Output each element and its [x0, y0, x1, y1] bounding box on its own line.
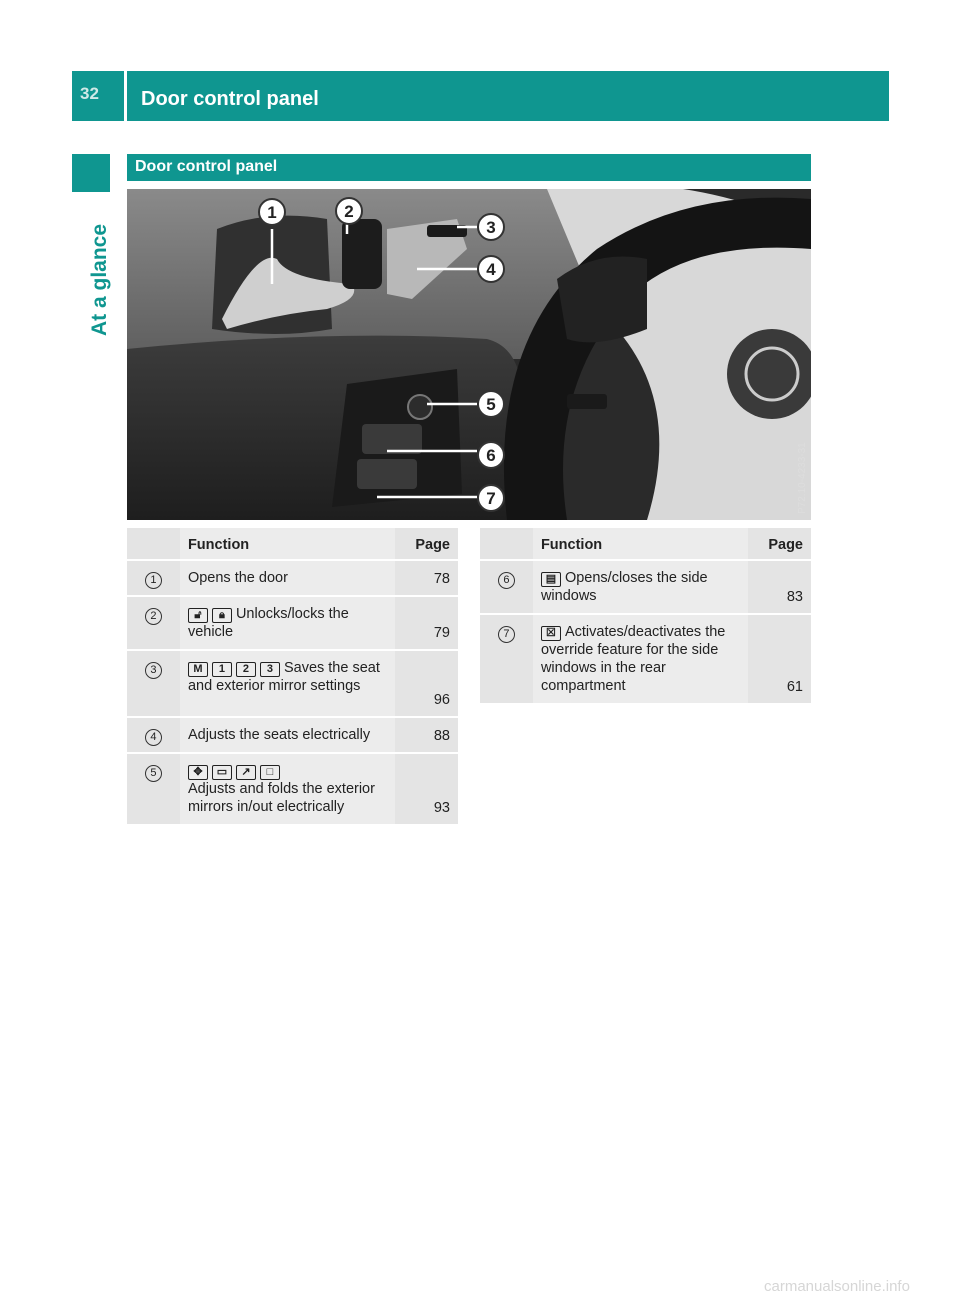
callout-number: 3	[145, 662, 162, 679]
callout-2	[336, 198, 362, 224]
table-row	[480, 613, 811, 703]
side-tab-label: At a glance	[88, 223, 111, 336]
memory-key-2: 2	[236, 662, 256, 677]
page-ref: 79	[395, 595, 458, 649]
callout-number: 6	[498, 572, 515, 589]
function-table-right	[480, 528, 811, 703]
column-header-function: Function	[533, 528, 748, 559]
header-divider	[124, 71, 127, 121]
mirror-right-icon: ↗	[236, 765, 256, 780]
svg-text:1: 1	[267, 203, 277, 222]
function-text: Adjusts and folds the exterior mirrors in/out electrically	[187, 781, 375, 815]
page-number: 32	[80, 84, 99, 103]
function-table-left	[127, 528, 458, 824]
column-header-function: Function	[180, 528, 395, 559]
function-text: Opens/closes the side windows	[540, 570, 708, 604]
callout-number: 2	[145, 608, 162, 625]
callout-7	[478, 485, 504, 511]
table-row	[127, 716, 458, 752]
page-ref: 78	[395, 559, 458, 595]
callout-number: 1	[145, 572, 162, 589]
column-header-page: Page	[395, 528, 458, 559]
callout-number: 5	[145, 765, 162, 782]
memory-key-3: 3	[260, 662, 280, 677]
mirror-knob	[408, 395, 432, 419]
mirror-left-icon: ▭	[212, 765, 232, 780]
svg-text:5: 5	[486, 395, 496, 414]
page-title: Door control panel	[141, 88, 319, 110]
function-text: Unlocks/locks the vehicle	[187, 606, 349, 640]
function-text: Saves the seat and exterior mirror settings	[187, 660, 380, 694]
function-text: Opens the door	[180, 559, 395, 595]
door-panel-illustration	[127, 189, 811, 520]
table-header	[127, 528, 458, 559]
svg-text:3: 3	[486, 218, 496, 237]
svg-text:7: 7	[486, 489, 496, 508]
figure-code: P72.10-4233-31	[797, 442, 808, 514]
side-tab-marker	[72, 154, 110, 192]
unlock-icon: 🔓︎	[188, 608, 208, 623]
table-row	[127, 559, 458, 595]
column-lever	[567, 394, 607, 409]
page-ref: 83	[748, 559, 811, 613]
page-ref: 96	[395, 649, 458, 716]
callout-5	[478, 391, 504, 417]
table-row	[127, 752, 458, 824]
table-row	[127, 595, 458, 649]
watermark: carmanualsonline.info	[764, 1278, 910, 1295]
column-header-page: Page	[748, 528, 811, 559]
door-panel-photo	[127, 189, 811, 520]
window-switches-front	[362, 424, 422, 454]
page-ref: 88	[395, 716, 458, 752]
table-header	[480, 528, 811, 559]
callout-number: 4	[145, 729, 162, 746]
callout-number: 7	[498, 626, 515, 643]
window-icon: ▤	[541, 572, 561, 587]
mirror-adjust-icon: ✥	[188, 765, 208, 780]
table-row	[480, 559, 811, 613]
mirror-fold-icon: □	[260, 765, 280, 780]
function-text: Activates/deactivates the override feature for the side windows in the rear compartment	[540, 624, 726, 694]
memory-key-1: 1	[212, 662, 232, 677]
door-lower-panel	[127, 336, 523, 520]
page-ref: 93	[395, 752, 458, 824]
callout-6	[478, 442, 504, 468]
function-text: Adjusts the seats electrically	[180, 716, 395, 752]
section-title: Door control panel	[135, 158, 278, 175]
window-switches-rear	[357, 459, 417, 489]
memory-key-m: M	[188, 662, 208, 677]
callout-1	[259, 199, 285, 225]
callout-4	[478, 256, 504, 282]
page-ref: 61	[748, 613, 811, 703]
svg-text:6: 6	[486, 446, 496, 465]
table-row	[127, 649, 458, 716]
override-icon: ☒	[541, 626, 561, 641]
svg-text:2: 2	[344, 202, 354, 221]
lock-icon: 🔒︎	[212, 608, 232, 623]
svg-text:4: 4	[486, 260, 496, 279]
callout-3	[478, 214, 504, 240]
